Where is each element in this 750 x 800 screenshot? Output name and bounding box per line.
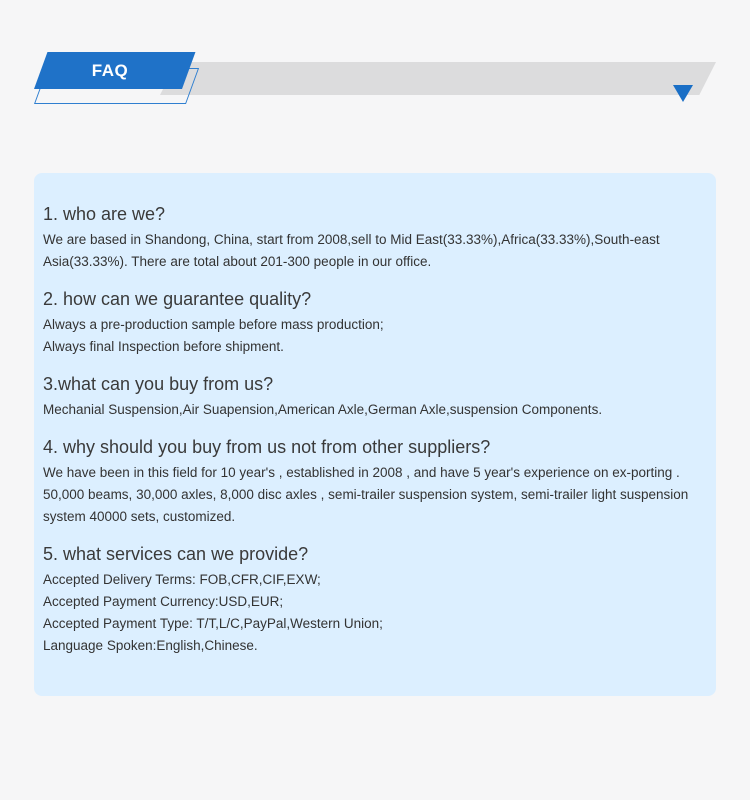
faq-answer: Language Spoken:English,Chinese. [43, 638, 258, 653]
faq-answer: Always final Inspection before shipment. [43, 339, 284, 354]
faq-question: 5. what services can we provide? [43, 544, 309, 564]
faq-header [0, 0, 750, 110]
faq-answer: We have been in this field for 10 year's , established in 2008 , and have 5 year's experience on ex-porting . 50,000 beams, 30,000 axles, 8,000 disc axles , semi-trailer suspension system, semi-trailer light suspension system 40000 sets, customized. [43, 465, 689, 524]
faq-panel [34, 173, 716, 696]
header-gray-bar [160, 62, 716, 95]
faq-question: 3.what can you buy from us? [43, 374, 274, 394]
faq-item-quality [43, 286, 708, 358]
triangle-down-icon [673, 85, 693, 102]
faq-question: 1. who are we? [43, 204, 166, 224]
faq-answer: Accepted Payment Type: T/T,L/C,PayPal,Western Union; [43, 616, 383, 631]
faq-item-services [43, 541, 708, 657]
faq-question: 4. why should you buy from us not from other suppliers? [43, 437, 491, 457]
faq-item-why-us [43, 434, 708, 528]
faq-question: 2. how can we guarantee quality? [43, 289, 312, 309]
faq-item-who-are-we [43, 201, 708, 273]
faq-answer: Accepted Payment Currency:USD,EUR; [43, 594, 284, 609]
faq-answer: Accepted Delivery Terms: FOB,CFR,CIF,EXW; [43, 572, 321, 587]
faq-answer: Always a pre-production sample before mass production; [43, 317, 384, 332]
faq-item-products [43, 371, 708, 421]
faq-answer: Mechanial Suspension,Air Suapension,American Axle,German Axle,suspension Components. [43, 402, 603, 417]
faq-title: FAQ [91, 61, 129, 80]
faq-answer: We are based in Shandong, China, start from 2008,sell to Mid East(33.33%),Africa(33.33%),South-east Asia(33.33%). There are total about 201-300 people in our office. [43, 232, 660, 269]
